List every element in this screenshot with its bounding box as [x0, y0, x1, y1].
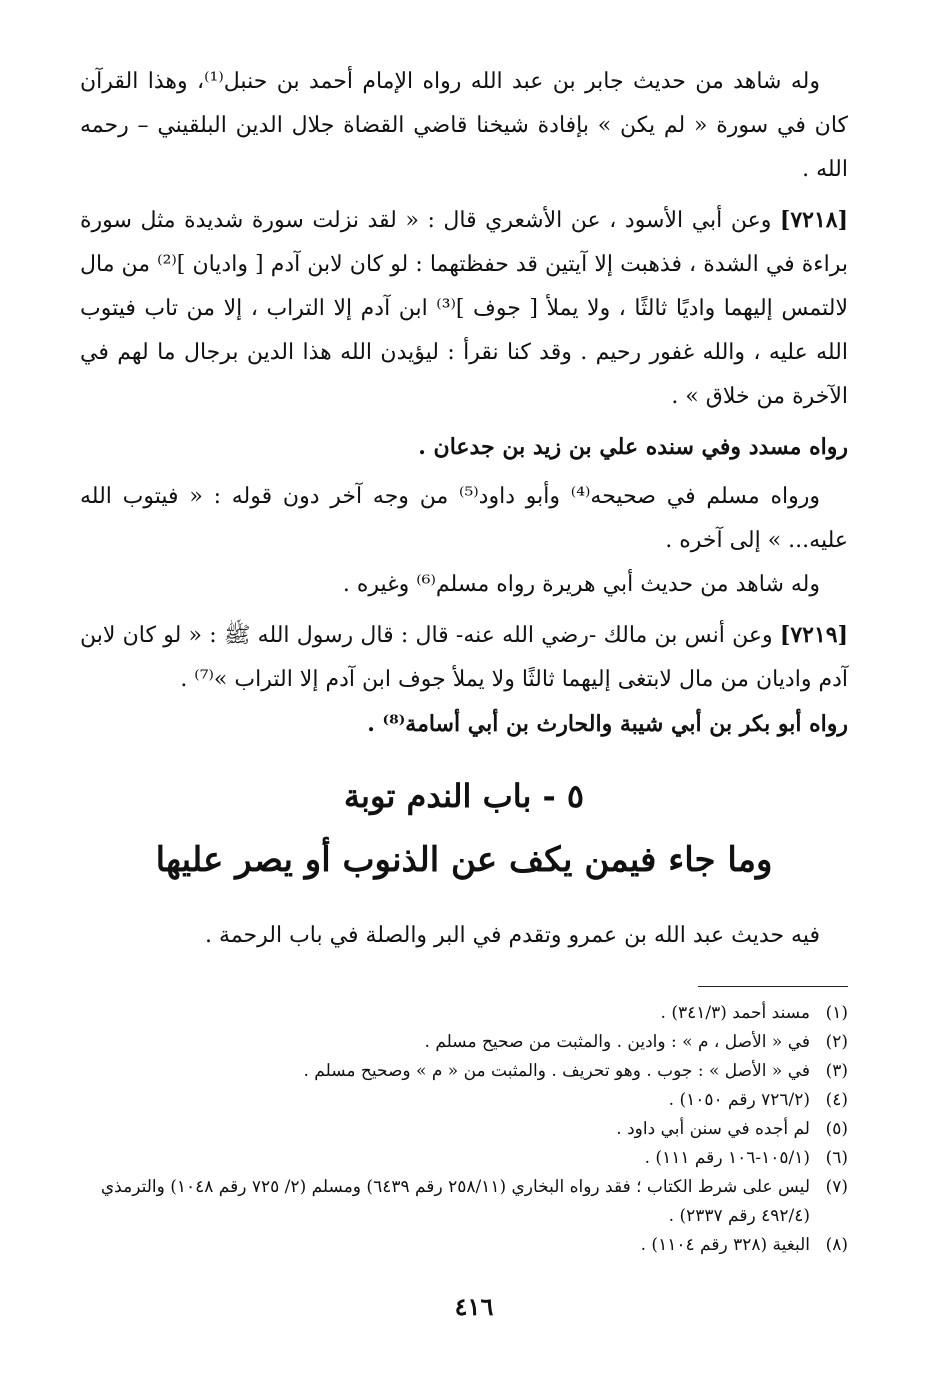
footnote-text: (٧٢٦/٢ رقم ١٠٥٠) .: [668, 1090, 810, 1110]
footnote: [80, 1115, 848, 1144]
hadith-7218: [80, 198, 848, 419]
footnote: [80, 1144, 848, 1173]
footnote-number: (٢): [825, 1032, 848, 1052]
footnote: [80, 1173, 848, 1231]
paragraph-jabir-witness: وله شاهد من حديث جابر بن عبد الله رواه الإمام أحمد بن حنبل⁽¹⁾، وهذا القرآن كان في سورة « لم يكن » بإفادة شيخنا قاضي القضاة جلال الدين البلقيني – رحمه الله .: [80, 69, 848, 182]
narration-muslim-abudawud: ورواه مسلم في صحيحه⁽⁴⁾ وأبو داود⁽⁵⁾ من وجه آخر دون قوله : « فيتوب الله عليه... » إلى آخره .: [80, 484, 848, 553]
footnote-separator: [698, 986, 848, 987]
footnote-text: (١٠٥/١-١٠٦ رقم ١١١) .: [644, 1148, 810, 1168]
chapter-title: ٥ - باب الندم توبة: [343, 777, 585, 815]
footnote-text: ليس على شرط الكتاب ؛ فقد رواه البخاري (٢٥٨/١١ رقم ٦٤٣٩) ومسلم (٢/ ٧٢٥ رقم ١٠٤٨) والترمذي (٤٩٢/٤ رقم ٢٣٣٧) .: [100, 1177, 810, 1226]
footnote-text: البغية (٣٢٨ رقم ١١٠٤) .: [640, 1235, 810, 1255]
footnote-text: في « الأصل » : جوب . وهو تحريف . والمثبت من « م » وصحيح مسلم .: [303, 1061, 810, 1081]
footnote-number: (٤): [825, 1090, 848, 1110]
footnote-text: لم أجده في سنن أبي داود .: [616, 1119, 810, 1139]
hadith-7219: [80, 613, 848, 702]
footnote-number: (٦): [825, 1148, 848, 1168]
footnote-number: (٥): [825, 1119, 848, 1139]
footnote-number: (١): [825, 1003, 848, 1023]
footnote: [80, 999, 848, 1028]
footnote: [80, 1057, 848, 1086]
footnote: [80, 1028, 848, 1057]
chapter-intro: فيه حديث عبد الله بن عمرو وتقدم في البر والصلة في باب الرحمة .: [205, 923, 820, 948]
hadith-7219-text: وعن أنس بن مالك -رضي الله عنه- قال : قال رسول الله ﷺ : « لو كان لابن آدم واديان من مال لابتغى إليهما ثالثًا ولا يملأ جوف ابن آدم إلا التراب »⁽⁷⁾ .: [80, 623, 848, 692]
hadith-number-7218: [٧٢١٨]: [779, 207, 848, 233]
footnote: [80, 1086, 848, 1115]
footnote-number: (٣): [825, 1061, 848, 1081]
footnote-text: في « الأصل ، م » : وادين . والمثبت من صحيح مسلم .: [424, 1032, 810, 1052]
hadith-7218-text: وعن أبي الأسود ، عن الأشعري قال : « لقد نزلت سورة شديدة مثل سورة براءة في الشدة ، فذهبت إلا آيتين قد حفظتهما : لو كان لابن آدم [ واديان ]⁽²⁾ من مال لالتمس إليهما واديًا ثالثًا ، ولا يملأ [ جوف ]⁽³⁾ ابن آدم إلا التراب ، إلا من تاب فيتوب الله عليه ، والله غفور رحيم . وقد كنا نقرأ : ليؤيدن الله هذا الدين برجال ما لهم في الآخرة من خلاق » .: [80, 208, 848, 409]
narration-musaddad: رواه مسدد وفي سنده علي بن زيد بن جدعان .: [418, 434, 848, 460]
narration-abu-bakr: رواه أبو بكر بن أبي شيبة والحارث بن أبي أسامة⁽⁸⁾ .: [367, 711, 848, 737]
footnote-number: (٨): [825, 1235, 848, 1255]
footnote-text: مسند أحمد (٣٤١/٣) .: [660, 1003, 810, 1023]
footnotes: [80, 999, 848, 1260]
hadith-number-7219: [٧٢١٩]: [779, 622, 848, 648]
page-number: ٤١٦: [454, 1292, 494, 1321]
footnote-number: (٧): [825, 1177, 848, 1197]
paragraph-abu-hurayra-witness: وله شاهد من حديث أبي هريرة رواه مسلم⁽⁶⁾ وغيره .: [342, 572, 820, 597]
footnote: [80, 1231, 848, 1260]
chapter-subtitle: وما جاء فيمن يكف عن الذنوب أو يصر عليها: [155, 840, 773, 880]
